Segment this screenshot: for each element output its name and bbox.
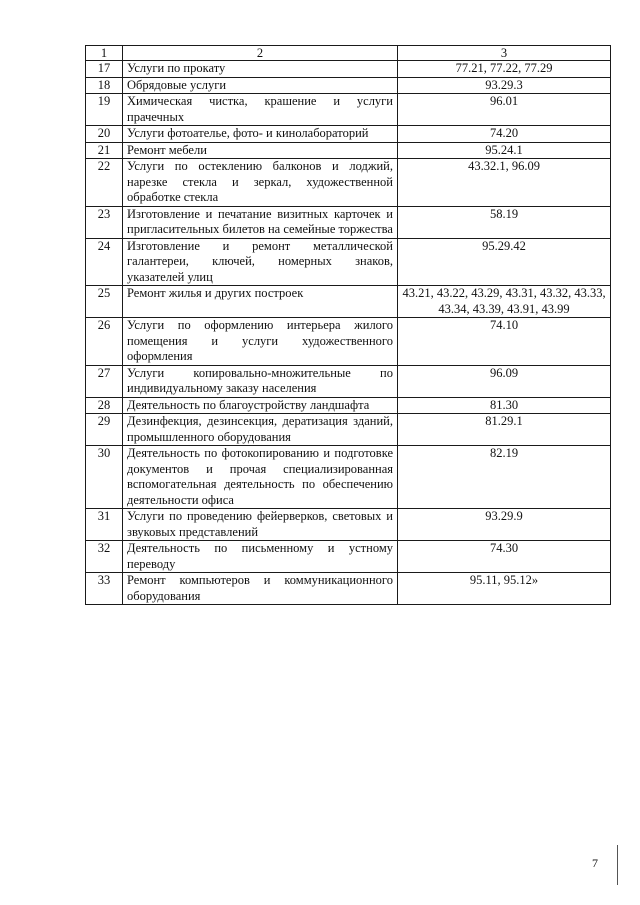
- okved-codes: 81.29.1: [398, 414, 611, 446]
- table-row: [86, 206, 611, 238]
- service-name: Дезинфекция, дезинсекция, дератизация зданий, промышленного оборудования: [123, 414, 398, 446]
- table-row: [86, 61, 611, 78]
- okved-codes: 58.19: [398, 206, 611, 238]
- service-name: Услуги по прокату: [123, 61, 398, 78]
- table-row: [86, 238, 611, 286]
- table-row: [86, 446, 611, 509]
- service-name: Услуги фотоателье, фото- и кинолабораторий: [123, 126, 398, 143]
- row-number: 17: [86, 61, 123, 78]
- row-number: 27: [86, 365, 123, 397]
- header-row: [86, 46, 611, 61]
- service-name: Изготовление и печатание визитных карточек и пригласительных билетов на семейные торжества: [123, 206, 398, 238]
- okved-codes: 95.11, 95.12»: [398, 573, 611, 605]
- row-number: 32: [86, 541, 123, 573]
- table-row: [86, 318, 611, 366]
- table-row: [86, 509, 611, 541]
- row-number: 23: [86, 206, 123, 238]
- service-name: Ремонт мебели: [123, 142, 398, 159]
- okved-codes: 96.09: [398, 365, 611, 397]
- service-name: Обрядовые услуги: [123, 77, 398, 94]
- row-number: 28: [86, 397, 123, 414]
- okved-codes: 82.19: [398, 446, 611, 509]
- margin-line: [617, 845, 618, 885]
- okved-codes: 95.29.42: [398, 238, 611, 286]
- table-row: [86, 286, 611, 318]
- table-row: [86, 126, 611, 143]
- okved-codes: 74.20: [398, 126, 611, 143]
- okved-codes: 96.01: [398, 94, 611, 126]
- okved-codes: 77.21, 77.22, 77.29: [398, 61, 611, 78]
- service-name: Деятельность по письменному и устному переводу: [123, 541, 398, 573]
- service-name: Услуги по оформлению интерьера жилого помещения и услуги художественного оформления: [123, 318, 398, 366]
- service-name: Услуги копировально-множительные по индивидуальному заказу населения: [123, 365, 398, 397]
- okved-codes: 43.21, 43.22, 43.29, 43.31, 43.32, 43.33, 43.34, 43.39, 43.91, 43.99: [398, 286, 611, 318]
- row-number: 25: [86, 286, 123, 318]
- service-name: Услуги по проведению фейерверков, световых и звуковых представлений: [123, 509, 398, 541]
- table-row: [86, 573, 611, 605]
- row-number: 24: [86, 238, 123, 286]
- row-number: 18: [86, 77, 123, 94]
- table-row: [86, 365, 611, 397]
- row-number: 26: [86, 318, 123, 366]
- header-col-2: 2: [123, 46, 398, 61]
- header-col-1: 1: [86, 46, 123, 61]
- table-row: [86, 541, 611, 573]
- row-number: 20: [86, 126, 123, 143]
- row-number: 33: [86, 573, 123, 605]
- row-number: 19: [86, 94, 123, 126]
- table-row: [86, 414, 611, 446]
- header-col-3: 3: [398, 46, 611, 61]
- service-name: Деятельность по благоустройству ландшафта: [123, 397, 398, 414]
- row-number: 22: [86, 159, 123, 207]
- service-name: Ремонт компьютеров и коммуникационного оборудования: [123, 573, 398, 605]
- okved-codes: 43.32.1, 96.09: [398, 159, 611, 207]
- service-name: Изготовление и ремонт металлической галантереи, ключей, номерных знаков, указателей улиц: [123, 238, 398, 286]
- table-row: [86, 159, 611, 207]
- okved-codes: 93.29.9: [398, 509, 611, 541]
- okved-codes: 74.10: [398, 318, 611, 366]
- row-number: 29: [86, 414, 123, 446]
- service-name: Химическая чистка, крашение и услуги прачечных: [123, 94, 398, 126]
- service-name: Ремонт жилья и других построек: [123, 286, 398, 318]
- row-number: 21: [86, 142, 123, 159]
- table-row: [86, 397, 611, 414]
- okved-codes: 81.30: [398, 397, 611, 414]
- row-number: 30: [86, 446, 123, 509]
- service-name: Услуги по остеклению балконов и лоджий, нарезке стекла и зеркал, художественной обработке стекла: [123, 159, 398, 207]
- table-row: [86, 94, 611, 126]
- row-number: 31: [86, 509, 123, 541]
- page-number: 7: [592, 856, 598, 870]
- okved-codes: 95.24.1: [398, 142, 611, 159]
- table-row: [86, 77, 611, 94]
- okved-codes: 93.29.3: [398, 77, 611, 94]
- services-table: [85, 45, 611, 605]
- service-name: Деятельность по фотокопированию и подготовке документов и прочая специализированная вспомогательная деятельность по обеспечению деятельности офиса: [123, 446, 398, 509]
- table-row: [86, 142, 611, 159]
- okved-codes: 74.30: [398, 541, 611, 573]
